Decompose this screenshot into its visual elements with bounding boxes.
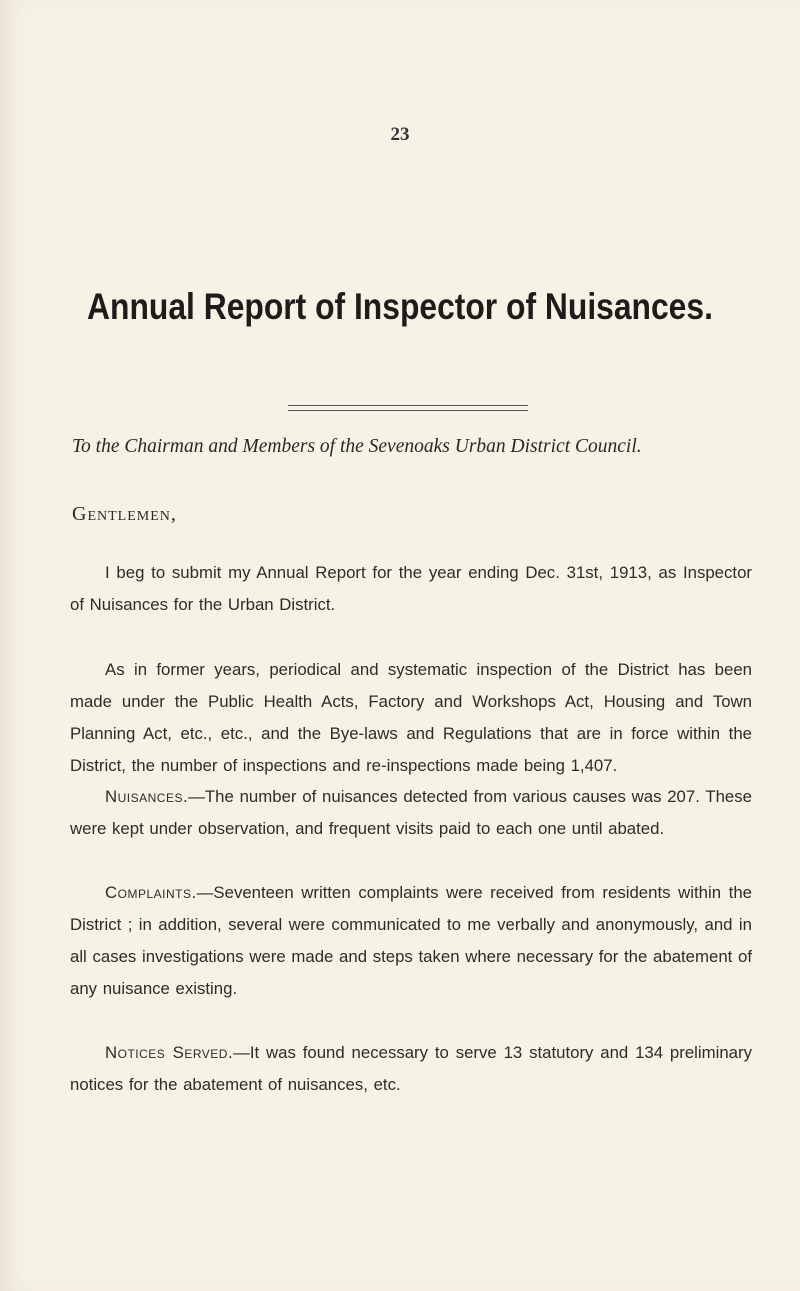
paragraph-lead-complaints: Complaints. — [105, 883, 197, 902]
title-divider-bottom — [288, 410, 528, 411]
report-title: Annual Report of Inspector of Nuisances. — [87, 286, 713, 327]
letter-salutation: Gentlemen, — [72, 503, 177, 525]
paragraph-lead-nuisances: Nuisances. — [105, 787, 189, 806]
letter-address: To the Chairman and Members of the Sevenoaks Urban District Council. — [72, 436, 642, 457]
paragraph-text: As in former years, periodical and systematic inspection of the District has been made under the Public Health Acts, Factory and Workshops Act, Housing and Town Planning Act, etc., etc., and the Bye-laws and Regulations that are in force within the District, the number of inspections and re-inspections made being 1,407. — [70, 660, 752, 775]
paragraph-notices-served — [70, 1037, 752, 1101]
paragraph-text: I beg to submit my Annual Report for the year ending Dec. 31st, 1913, as Inspector of Nuisances for the Urban District. — [70, 563, 752, 614]
paragraph-text: —It was found necessary to serve 13 statutory and 134 preliminary notices for the abatement of nuisances, etc. — [70, 1043, 752, 1094]
paragraph-text: —The number of nuisances detected from various causes was 207. These were kept under observation, and frequent visits paid to each one until abated. — [70, 787, 752, 838]
paragraph-lead-notices: Notices Served. — [105, 1043, 234, 1062]
title-divider-top — [288, 405, 528, 406]
paragraph-nuisances — [70, 781, 752, 845]
paragraph-text: —Seventeen written complaints were received from residents within the District ; in addition, several were communicated to me verbally and anonymously, and in all cases investigations were made and steps taken where necessary for the abatement of any nuisance existing. — [70, 883, 752, 998]
page-number: 23 — [390, 124, 410, 145]
paragraph-complaints — [70, 877, 752, 1005]
paragraph-introduction — [70, 557, 752, 621]
paragraph-inspections — [70, 654, 752, 782]
